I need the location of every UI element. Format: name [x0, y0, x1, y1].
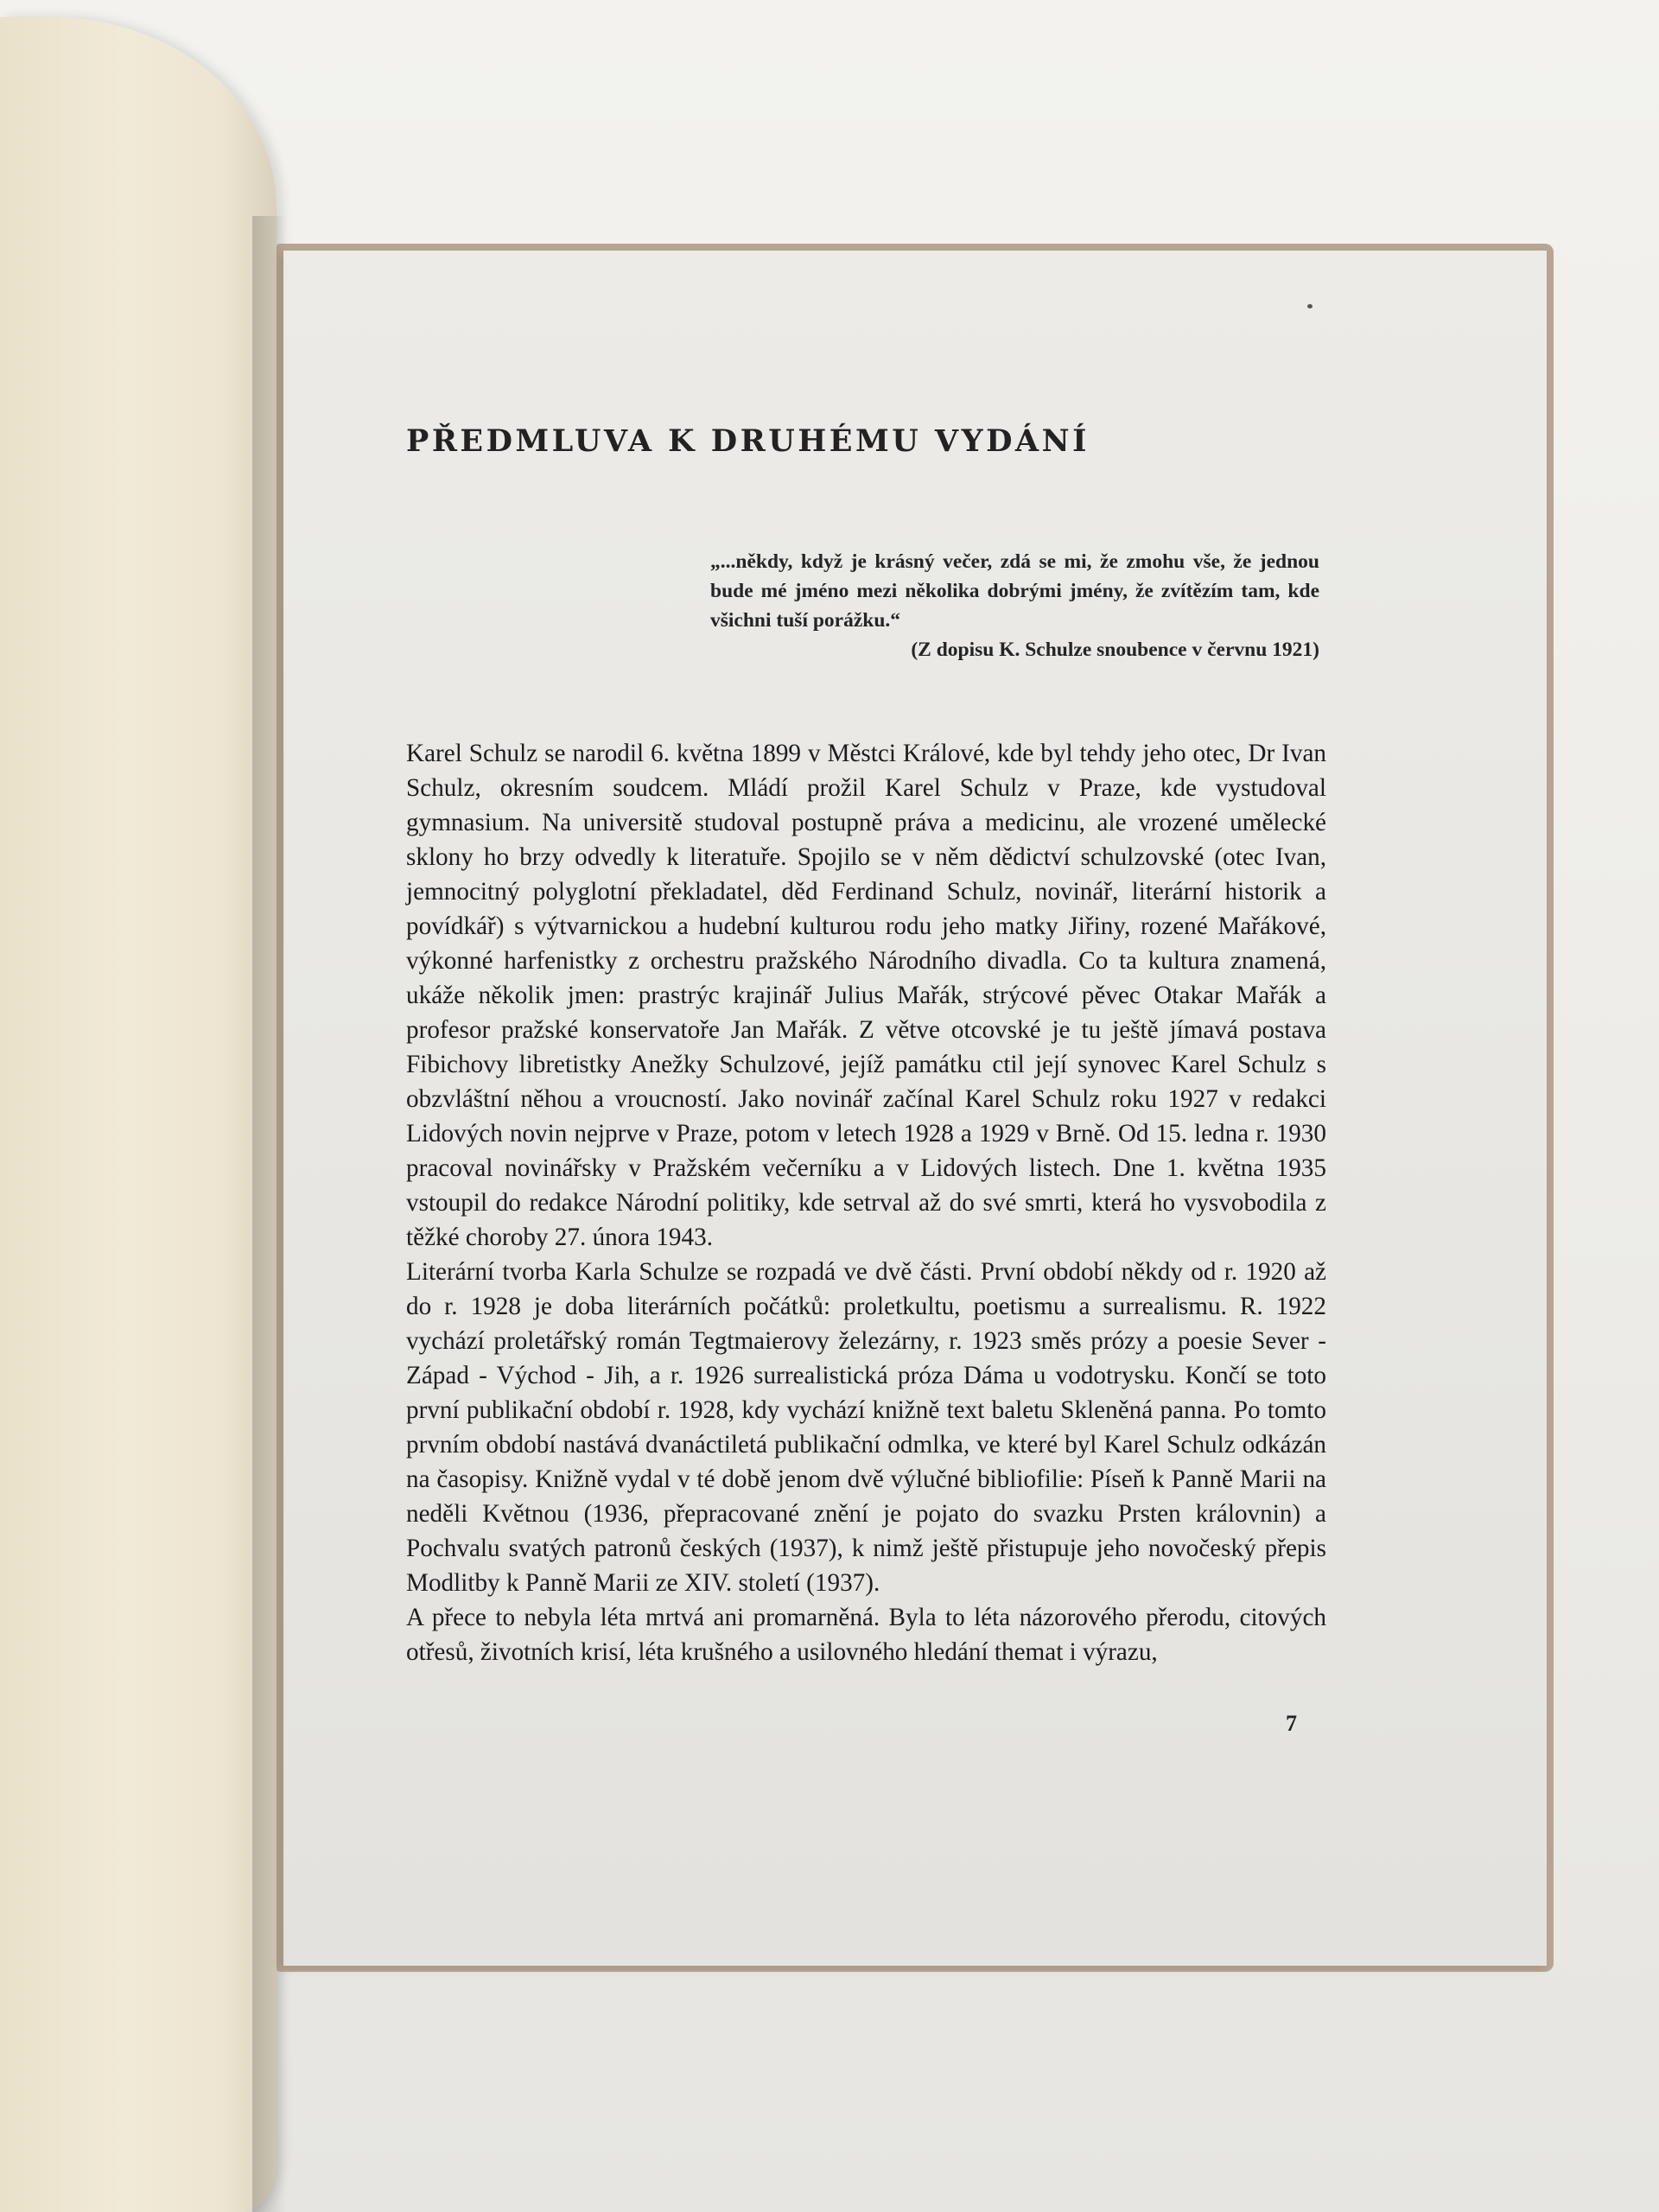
- paragraph: Karel Schulz se narodil 6. května 1899 v Městci Králové, kde byl tehdy jeho otec, Dr Ivan Schulz, okresním soudcem. Mládí prožil Karel Schulz v Praze, kde vystudoval gymnasium. Na universitě studoval postupně práva a medicinu, ale vrozené umělecké sklony ho brzy odvedly k literatuře. Spojilo se v něm dědictví schulzovské (otec Ivan, jemnocitný polyglotní překladatel, děd Ferdinand Schulz, novinář, literární historik a povídkář) s výtvarnickou a hudební kulturou rodu jeho matky Jiřiny, rozené Mařákové, výkonné harfenistky z orchestru pražského Národního divadla. Co ta kultura znamená, ukáže několik jmen: prastrýc krajinář Julius Mařák, strýcové pěvec Otakar Mařák a profesor pražské konservatoře Jan Mařák. Z větve otcovské je tu ještě jímavá postava Fibichovy libretistky Anežky Schulzové, jejíž památku ctil její synovec Karel Schulz s obzvláštní něhou a vroucností. Jako novinář začínal Karel Schulz roku 1927 v redakci Lidových novin nejprve v Praze, potom v letech 1928 a 1929 v Brně. Od 15. ledna r. 1930 pracoval novinářsky v Pražském večerníku a v Lidových listech. Dne 1. května 1935 vstoupil do redakce Národní politiky, kde setrval až do své smrti, která ho vysvobodila z těžké choroby 27. února 1943.: [406, 740, 1326, 1251]
- epigraph-source: (Z dopisu K. Schulze snoubence v červnu 1921): [911, 639, 1319, 661]
- paper-speck: [1307, 304, 1313, 308]
- paragraph: Literární tvorba Karla Schulze se rozpadá ve dvě části. První období někdy od r. 1920 až do r. 1928 je doba literárních počátků: proletkultu, poetismu a surrealismu. R. 1922 vychází proletářský román Tegtmaierovy železárny, r. 1923 směs prózy a poesie Sever - Západ - Východ - Jih, a r. 1926 surrealistická próza Dáma u vodotrysku. Končí se toto první publikační období r. 1928, kdy vychází knižně text baletu Skleněná panna. Po tomto prvním období nastává dvanáctiletá publikační odmlka, ve které byl Karel Schulz odkázán na časopisy. Knižně vydal v té době jenom dvě výlučné bibliofilie: Píseň k Panně Marii na neděli Květnou (1936, přepracované znění je pojato do svazku Prsten královnin) a Pochvalu svatých patronů českých (1937), k nimž ještě přistupuje jeho novočeský přepis Modlitby k Panně Marii ze XIV. století (1937).: [406, 1258, 1326, 1597]
- body-text: [406, 736, 1326, 1669]
- spine-shadow: [252, 216, 287, 2212]
- chapter-heading: PŘEDMLUVA K DRUHÉMU VYDÁNÍ: [406, 423, 1090, 459]
- paragraph: A přece to nebyla léta mrtvá ani promarněná. Byla to léta názorového přerodu, citových otřesů, životních krisí, léta krušného a usilovného hledání themat i výrazu,: [406, 1604, 1326, 1666]
- left-page: [0, 17, 276, 2212]
- epigraph-quote: „...někdy, když je krásný večer, zdá se mi, že zmohu vše, že jednou bude mé jméno mezi několika dobrými jmény, že zvítězím tam, kde všichni tuší porážku.“: [710, 550, 1319, 632]
- page-number: 7: [1286, 1711, 1297, 1736]
- epigraph: [710, 547, 1319, 664]
- page-content: [406, 423, 1326, 1669]
- right-page: [283, 251, 1547, 1966]
